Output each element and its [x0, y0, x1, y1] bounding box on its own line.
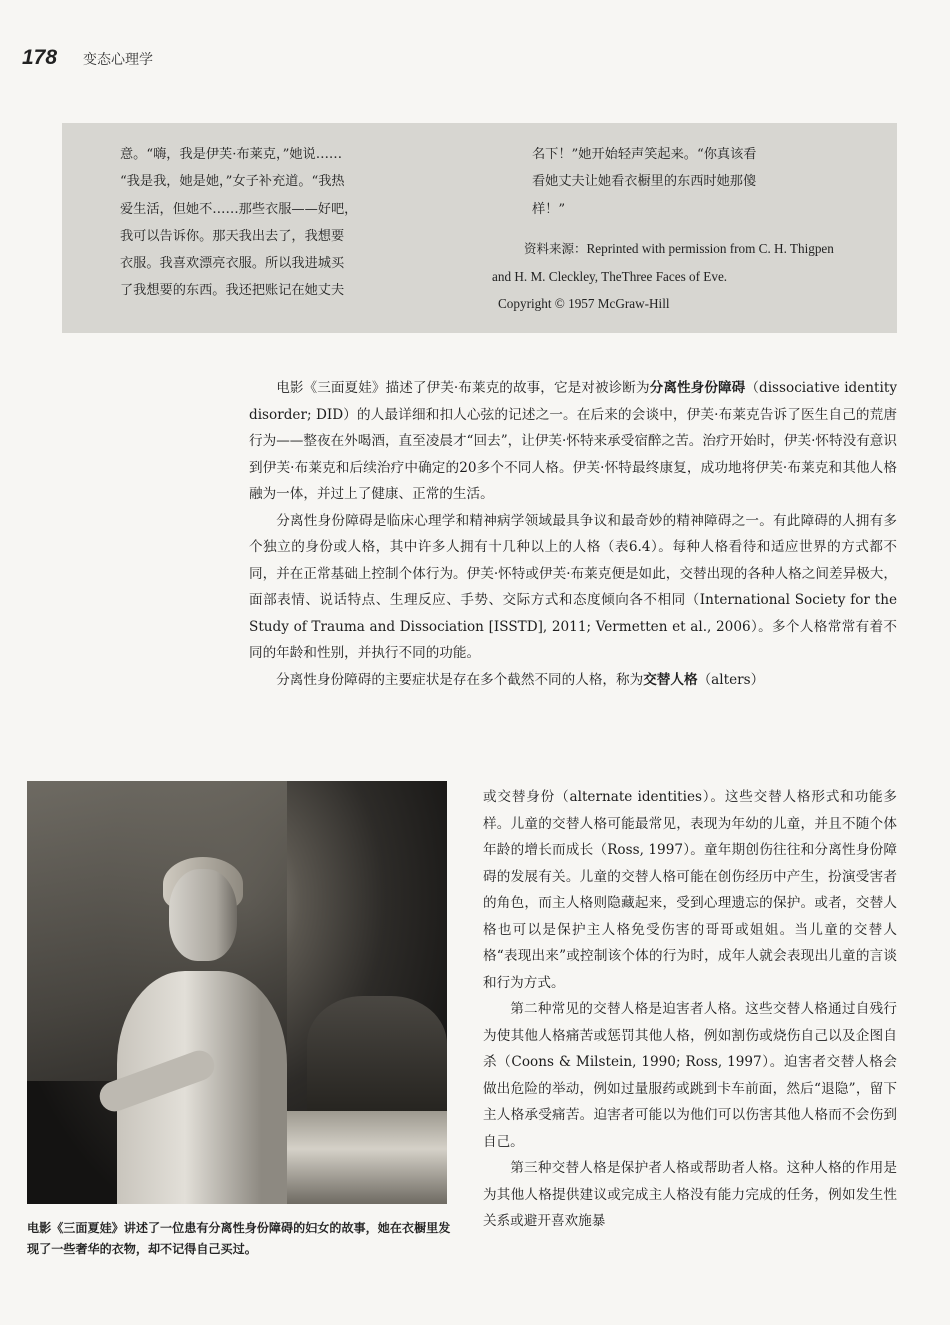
quote-right-column	[532, 141, 877, 223]
quote-box	[62, 123, 897, 333]
key-term: 分离性身份障碍	[649, 380, 746, 396]
paragraph-text: （dissociative identity disorder; DID）的人最详细和扣人心弦的记述之一。在后来的会谈中，伊芙·布莱克告诉了医生自己的荒唐行为——整夜在外喝酒，直至凌晨才“回去”，让伊芙·怀特来承受宿醉之苦。治疗开始时，伊芙·怀特没有意识到伊芙·布莱克和后续治疗中确定的20多个不同人格。伊芙·怀特最终康复，成功地将伊芙·布莱克和其他人格融为一体，并过上了健康、正常的生活。	[249, 380, 897, 502]
main-text	[249, 375, 897, 693]
source-copyright: Copyright © 1957 McGraw-Hill	[498, 296, 670, 311]
quote-line: 看她丈夫让她看衣橱里的东西时她那傻	[532, 174, 757, 190]
key-term: 交替人格	[643, 671, 698, 688]
quote-line: 名下！”她开始轻声笑起来。“你真该看	[532, 147, 757, 162]
source-text: and H. M. Cleckley, TheThree Faces of Eve.	[492, 268, 728, 284]
figure-caption: 电影《三面夏娃》讲述了一位患有分离性身份障碍的妇女的故事，她在衣橱里发现了一些奢华的衣物，却不记得自己买过。	[27, 1221, 451, 1256]
paragraph: 第二种常见的交替人格是迫害者人格。这些交替人格通过自残行为使其他人格痛苦或惩罚其他人格，例如割伤或烧伤自己以及企图自杀（Coons & Milstein, 1990; Ross, 1997）。迫害者交替人格会做出危险的举动，例如过量服药或跳到卡车前面，然后“退隐”，留下主人格承受痛苦。迫害者可能以为他们可以伤害其他人格而不会伤到自己。	[483, 1001, 897, 1150]
quote-left-column	[120, 141, 505, 305]
paragraph-text: 电影《三面夏娃》描述了伊芙·布莱克的故事，它是对被诊断为	[276, 380, 650, 396]
page-header	[22, 46, 153, 70]
paragraph: 或交替身份（alternate identities）。这些交替人格形式和功能多样。儿童的交替人格可能最常见，表现为年幼的儿童，并且不随个体年龄的增长而成长（Ross, 1997）。童年期创伤往往和分离性身份障碍的发展有关。儿童的交替人格可能在创伤经历中产生，扮演受害者的角色，而主人格则隐藏起来，受到心理遗忘的保护。或者，交替人格也可以是保护主人格免受伤害的哥哥或姐姐。当儿童的交替人格“表现出来”或控制该个体的行为时，成年人就会表现出儿童的言谈和行为方式。	[483, 789, 897, 991]
side-text	[483, 784, 897, 1235]
quote-line: 了我想要的东西。我还把账记在她丈夫	[120, 283, 345, 299]
movie-still-photo	[27, 781, 447, 1204]
paragraph-text: 分离性身份障碍的主要症状是存在多个截然不同的人格，称为	[276, 671, 644, 688]
source-text: Reprinted with permission from C. H. Thigpen	[586, 241, 834, 256]
quote-line: “我是我，她是她，”女子补充道。“我热	[120, 174, 345, 190]
quote-line: 样！”	[532, 201, 566, 217]
paragraph	[249, 375, 897, 508]
paragraph-text: （alters）	[697, 671, 765, 688]
paragraph	[249, 667, 897, 694]
quote-line: 意。“嗨，我是伊芙·布莱克，”她说……	[120, 147, 343, 162]
quote-line: 衣服。我喜欢漂亮衣服。所以我进城买	[120, 256, 345, 272]
page-number: 178	[22, 46, 58, 69]
paragraph: 第三种交替人格是保护者人格或帮助者人格。这种人格的作用是为其他人格提供建议或完成主人格没有能力完成的任务，例如发生性关系或避开喜欢施暴	[483, 1160, 897, 1229]
quote-line: 爱生活，但她不……那些衣服——好吧，	[120, 201, 358, 217]
quote-line: 我可以告诉你。那天我出去了，我想要	[120, 228, 345, 244]
paragraph: 分离性身份障碍是临床心理学和精神病学领域最具争议和最奇妙的精神障碍之一。有此障碍的人拥有多个独立的身份或人格，其中许多人拥有十几种以上的人格（表6.4）。每种人格看待和适应世界的方式都不同，并在正常基础上控制个体行为。伊芙·怀特或伊芙·布莱克便是如此，交替出现的各种人格之间差异极大，面部表情、说话特点、生理反应、手势、交际方式和态度倾向各不相同（International Society for the Study of Trauma and Dissociation [ISSTD], 2011; Vermetten et al., 2006）。多个人格常常有着不同的年龄和性别，并执行不同的功能。	[249, 512, 897, 661]
quote-source	[492, 235, 892, 318]
source-label: 资料来源：	[524, 241, 587, 256]
book-title: 变态心理学	[83, 52, 154, 68]
